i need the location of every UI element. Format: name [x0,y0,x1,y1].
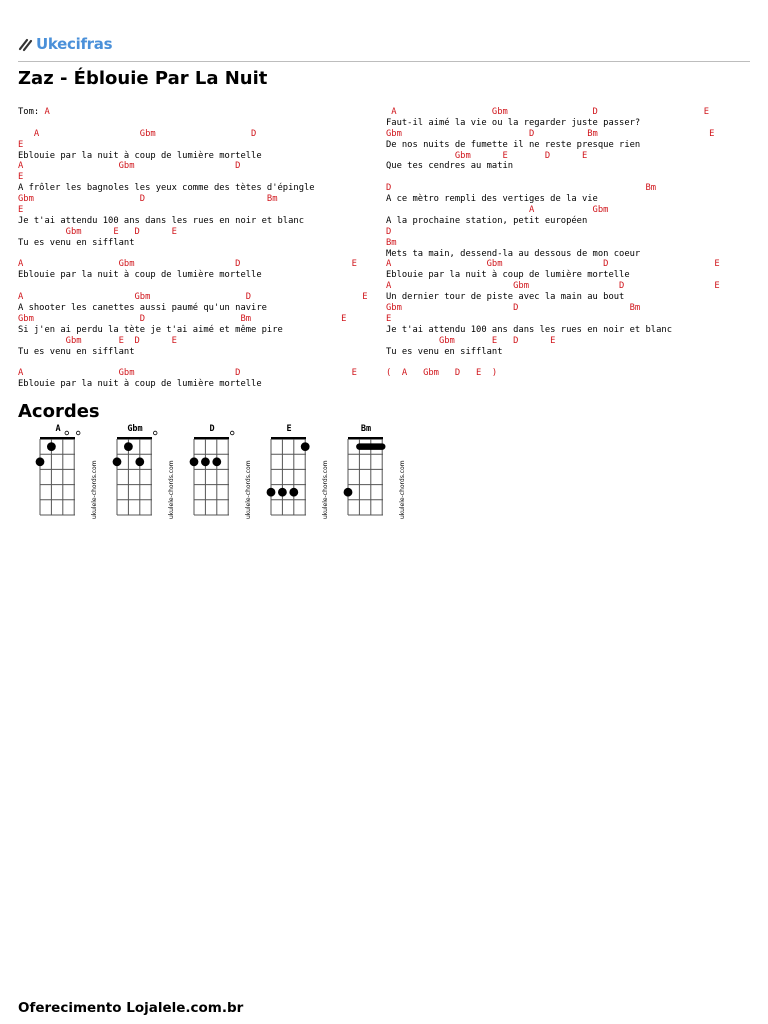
lyric-line [18,281,378,292]
chord-line: Bm [386,237,397,248]
chord-line: A Gbm [386,205,609,216]
chord-diagram-d [184,424,254,528]
lyric-line [386,172,746,183]
nut [271,437,306,440]
open-string-mark [153,431,157,435]
lyric-line: Faut-il aimé la vie ou la regarder juste passer? [386,117,641,128]
chord-line: A Gbm D [18,128,257,139]
key-line: Tom: A [18,107,50,117]
fretboard-grid [184,424,256,528]
chord-line: A Gbm D E [18,259,357,270]
chord-diagram-gbm [107,424,177,528]
chord-line: Gbm E D E [386,335,556,346]
chord-line: E [18,172,24,183]
lyric-line [18,118,378,129]
lyric-line: Un dernier tour de piste avec la main au bout [386,292,625,303]
finger-dot [190,457,199,466]
chord-source-credit: ukulele-chords.com [322,460,329,519]
chord-diagram-name: Gbm [127,424,143,434]
finger-dot [301,442,310,451]
chord-line: A Gbm D E [386,259,720,270]
fretboard-grid [338,424,410,528]
chord-diagram-name: A [55,424,61,434]
chord-line: E [18,139,24,150]
nut [40,437,75,440]
chord-line: Gbm D Bm [386,303,641,314]
finger-dot [36,457,45,466]
lyric-line: Eblouie par la nuit à coup de lumière mortelle [18,150,262,161]
lyric-line: A frôler les bagnoles les yeux comme des tètes d'épingle [18,183,315,194]
chord-diagram-name: D [209,424,215,434]
chord-line: E [386,313,392,324]
finger-dot [267,488,276,497]
lyric-line: De nos nuits de fumette il ne reste presque rien [386,139,641,150]
logo-wordmark: Ukecifras [36,35,113,53]
lyric-line: Tu es venu en sifflant [18,346,135,357]
header-divider [18,61,750,62]
chord-line: Gbm D Bm E [18,313,347,324]
chord-line: D Bm [386,183,657,194]
lyric-line [18,357,378,368]
chord-line: A Gbm D [18,161,241,172]
fretboard-grid [30,424,102,528]
finger-dot [124,442,133,451]
chord-line: D [386,226,392,237]
lyrics-column-left [18,107,378,390]
footer-sponsor: Oferecimento Lojalele.com.br [18,1000,244,1016]
lyric-line: Eblouie par la nuit à coup de lumière mortelle [18,379,262,390]
lyric-line: Je t'ai attendu 100 ans dans les rues en noir et blanc [386,324,672,335]
finger-dot [135,457,144,466]
finger-dot [201,457,210,466]
chord-line: A Gbm D E [18,368,357,379]
nut [348,437,383,440]
chord-line: Gbm E D E [386,150,588,161]
fretboard-grid [107,424,179,528]
chord-source-credit: ukulele-chords.com [168,460,175,519]
lyric-line: Si j'en ai perdu la tète je t'ai aimé et même pire [18,324,283,335]
lyric-line: Tu es venu en sifflant [386,346,503,357]
lyrics-column-right [386,107,746,379]
lyric-line: Tu es venu en sifflant [18,237,135,248]
nut [117,437,152,440]
open-string-mark [230,431,234,435]
lyric-line [386,357,746,368]
lyric-line: A shooter les canettes aussi paumé qu'un navire [18,303,267,314]
lyric-line: Mets ta main, dessend-la au dessous de mon coeur [386,248,641,259]
chord-line: Gbm E D E [18,335,177,346]
lyric-line [18,249,378,260]
chords-heading: Acordes [18,401,100,422]
chord-diagram-a [30,424,100,528]
chord-source-credit: ukulele-chords.com [399,460,406,519]
song-title: Zaz - Éblouie Par La Nuit [18,68,268,89]
chord-line: Gbm D Bm [18,194,278,205]
open-string-mark [65,431,69,435]
logo-mark-icon [18,36,34,52]
lyric-line: Eblouie par la nuit à coup de lumière mortelle [18,270,262,281]
lyric-line: A ce mètro rempli des vertiges de la vie [386,194,598,205]
chord-line: E [18,205,24,216]
finger-dot [289,488,298,497]
chord-line: A Gbm D E [386,281,720,292]
lyric-line: Que tes cendres au matin [386,161,514,172]
fretboard-grid [261,424,333,528]
open-string-mark [76,431,80,435]
ukecifras-logo[interactable] [18,35,112,53]
finger-dot [47,442,56,451]
chord-diagram-name: E [286,424,292,434]
chord-line: A Gbm D E [386,107,710,117]
finger-dot [113,457,122,466]
chord-line: A Gbm D E [18,292,368,303]
chord-line: ( A Gbm D E ) [386,368,498,379]
finger-dot [212,457,221,466]
chord-line: Gbm D Bm E [386,128,715,139]
chord-line: Gbm E D E [18,226,177,237]
finger-dot [344,488,353,497]
finger-dot [278,488,287,497]
chord-diagram-e [261,424,331,528]
lyric-line: Eblouie par la nuit à coup de lumière mortelle [386,270,630,281]
lyric-line: A la prochaine station, petit européen [386,215,588,226]
chord-diagram-bm [338,424,408,528]
lyric-line: Je t'ai attendu 100 ans dans les rues en noir et blanc [18,215,304,226]
nut [194,437,229,440]
chord-source-credit: ukulele-chords.com [91,460,98,519]
chord-diagram-name: Bm [360,424,372,434]
chord-source-credit: ukulele-chords.com [245,460,252,519]
